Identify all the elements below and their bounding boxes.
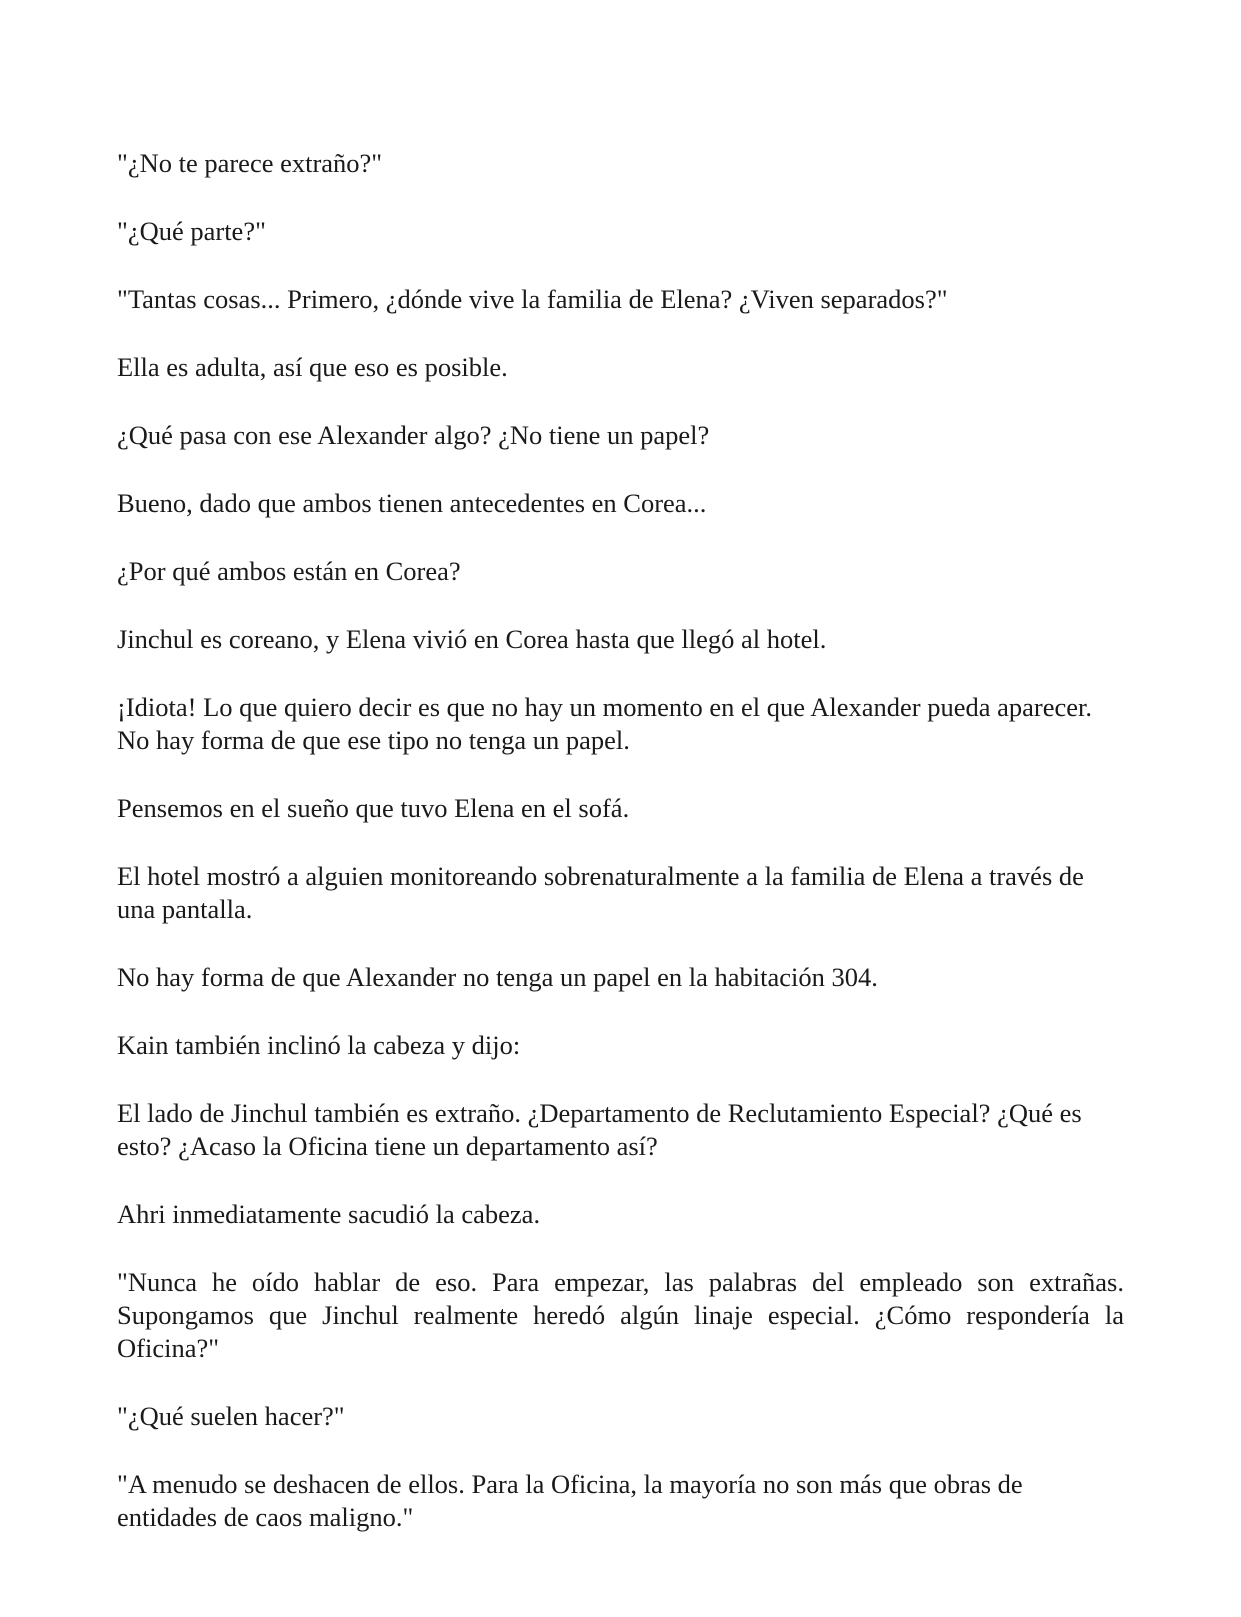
- paragraph-1: "¿No te parece extraño?": [117, 148, 383, 178]
- paragraph-10: Pensemos en el sueño que tuvo Elena en el sofá.: [117, 793, 630, 823]
- paragraph-5: ¿Qué pasa con ese Alexander algo? ¿No tiene un papel?: [117, 420, 710, 450]
- paragraph-4: Ella es adulta, así que eso es posible.: [117, 352, 508, 382]
- paragraph-18: "A menudo se deshacen de ellos. Para la Oficina, la mayoría no son más que obras de entidades de caos maligno.": [117, 1469, 1023, 1532]
- paragraph-2: "¿Qué parte?": [117, 216, 266, 246]
- paragraph-17: "¿Qué suelen hacer?": [117, 1401, 345, 1431]
- paragraph-12: No hay forma de que Alexander no tenga un papel en la habitación 304.: [117, 962, 878, 992]
- paragraph-6: Bueno, dado que ambos tienen antecedentes en Corea...: [117, 488, 707, 518]
- paragraph-14: El lado de Jinchul también es extraño. ¿Departamento de Reclutamiento Especial? ¿Qué es esto? ¿Acaso la Oficina tiene un departamento así?: [117, 1098, 1082, 1161]
- paragraph-15: Ahri inmediatamente sacudió la cabeza.: [117, 1199, 541, 1229]
- paragraph-8: Jinchul es coreano, y Elena vivió en Corea hasta que llegó al hotel.: [117, 624, 827, 654]
- paragraph-16: "Nunca he oído hablar de eso. Para empezar, las palabras del empleado son extrañas. Supongamos que Jinchul realmente heredó algún linaje especial. ¿Cómo respondería la Oficina?": [117, 1267, 1124, 1363]
- paragraph-9: ¡Idiota! Lo que quiero decir es que no hay un momento en el que Alexander pueda aparecer. No hay forma de que ese tipo no tenga un papel.: [117, 692, 1092, 755]
- text-body: [117, 147, 1124, 1569]
- paragraph-3: "Tantas cosas... Primero, ¿dónde vive la familia de Elena? ¿Viven separados?": [117, 284, 948, 314]
- paragraph-7: ¿Por qué ambos están en Corea?: [117, 556, 461, 586]
- paragraph-11: El hotel mostró a alguien monitoreando sobrenaturalmente a la familia de Elena a través de una pantalla.: [117, 861, 1084, 924]
- paragraph-13: Kain también inclinó la cabeza y dijo:: [117, 1030, 521, 1060]
